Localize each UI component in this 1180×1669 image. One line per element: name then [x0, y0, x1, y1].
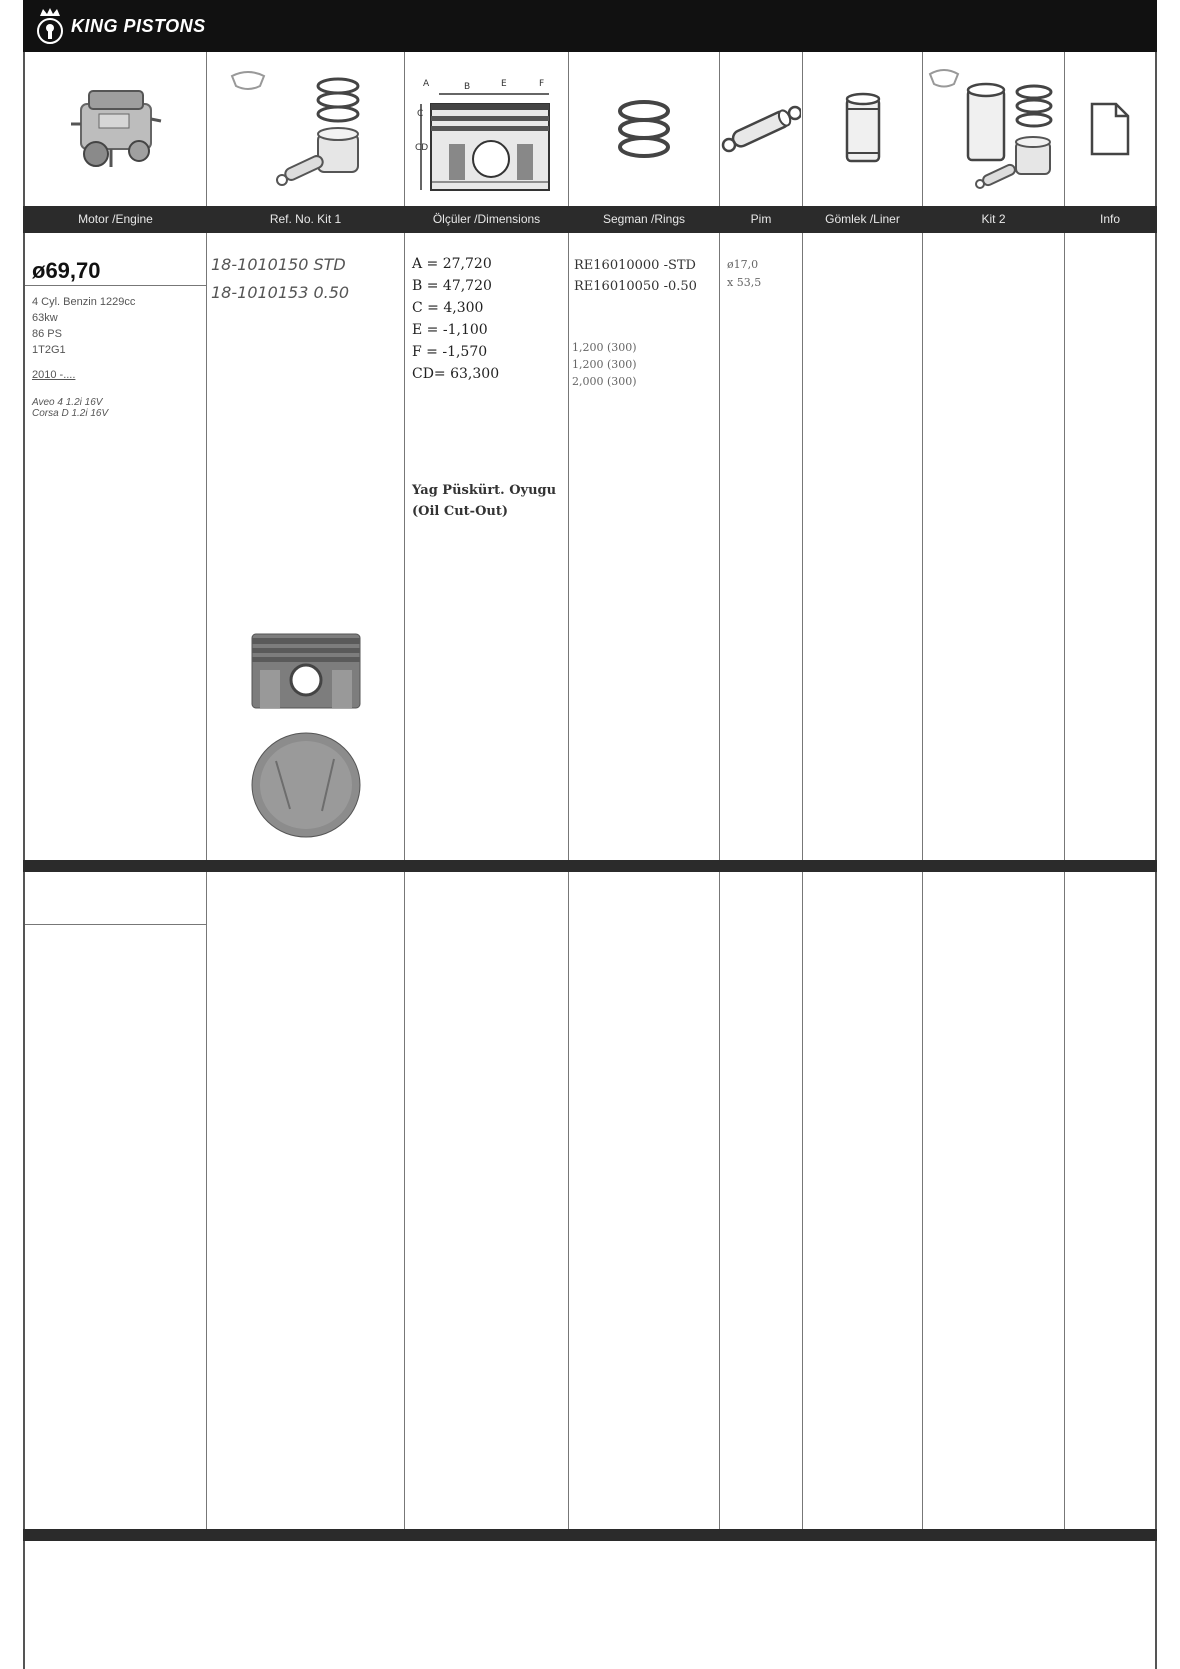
piston-top-view — [250, 731, 362, 844]
liner-icon — [803, 54, 922, 204]
dimension-a: A = 27,720 — [412, 256, 492, 272]
engine-power-kw: 63kw — [32, 312, 58, 324]
oil-cut-out-note: (Oil Cut-Out) — [412, 504, 509, 519]
column-header-dimensions: Ölçüler /Dimensions — [432, 212, 541, 226]
grid-line — [1064, 52, 1065, 1530]
engine-spec: 4 Cyl. Benzin 1229cc — [32, 296, 136, 308]
ring-set-ref: RE16010050 -0.50 — [574, 279, 697, 294]
column-header-engine: Motor /Engine — [78, 212, 153, 226]
dimension-e: E = -1,100 — [412, 322, 488, 338]
grid-line — [568, 52, 569, 1530]
svg-text:F: F — [539, 79, 545, 89]
crown-logo-icon — [33, 6, 67, 46]
rings-icon — [569, 54, 719, 204]
bore-diameter: ø69,70 — [32, 258, 101, 283]
ring-size: 1,200 (300) — [572, 358, 637, 371]
column-header-ref: Ref. No. Kit 1 — [269, 212, 342, 226]
vehicle-model: Aveo 4 1.2i 16V — [32, 397, 103, 408]
ring-set-ref: RE16010000 -STD — [574, 258, 696, 273]
dimension-cd: CD= 63,300 — [412, 366, 500, 382]
engine-power-ps: 86 PS — [32, 328, 62, 340]
column-header-kit2: Kit 2 — [981, 212, 1006, 226]
column-header-pin: Pim — [750, 212, 772, 226]
section-separator — [23, 860, 1157, 872]
column-header-info: Info — [1099, 212, 1120, 226]
grid-line — [922, 52, 923, 1530]
engine-cell-divider — [25, 924, 206, 925]
grid-line — [404, 52, 405, 1530]
dimensions-diagram-icon — [405, 54, 568, 204]
grid-line — [802, 52, 803, 1530]
column-header-rings: Segman /Rings — [602, 212, 686, 226]
dimension-b: B = 47,720 — [412, 278, 492, 294]
svg-text:A: A — [423, 79, 430, 89]
grid-line — [206, 52, 207, 1530]
bore-underline — [25, 285, 206, 286]
piston-kit-icon — [207, 54, 404, 204]
brand-name: KING PISTONS — [71, 15, 206, 36]
svg-text:CD: CD — [415, 143, 429, 153]
brand-bar — [23, 0, 1157, 52]
info-document-icon[interactable] — [1065, 54, 1155, 204]
column-header-liner: Gömlek /Liner — [825, 212, 900, 226]
dimension-f: F = -1,570 — [412, 344, 488, 360]
ring-size: 1,200 (300) — [572, 341, 637, 354]
production-year: 2010 -.... — [32, 369, 76, 381]
svg-text:E: E — [501, 79, 507, 89]
engine-icon — [25, 54, 206, 204]
ref-number: 18-1010153 0.50 — [211, 283, 350, 302]
grid-line — [719, 52, 720, 1530]
pin-diameter: ø17,0 — [727, 258, 759, 271]
ref-number: 18-1010150 STD — [211, 255, 346, 274]
kit2-icon — [923, 54, 1064, 204]
svg-text:B: B — [464, 82, 471, 92]
vehicle-model: Corsa D 1.2i 16V — [32, 408, 109, 419]
oil-cut-out-note: Yag Püskürt. Oyugu — [412, 483, 557, 498]
section-separator — [23, 1529, 1157, 1541]
piston-side-view — [250, 632, 362, 717]
svg-text:C: C — [417, 109, 424, 119]
brand — [33, 6, 206, 46]
pin-icon — [720, 54, 802, 204]
dimension-c: C = 4,300 — [412, 300, 484, 316]
ring-size: 2,000 (300) — [572, 375, 637, 388]
pin-length: x 53,5 — [727, 276, 762, 289]
engine-code: 1T2G1 — [32, 344, 66, 356]
catalog-sheet — [23, 0, 1157, 1669]
